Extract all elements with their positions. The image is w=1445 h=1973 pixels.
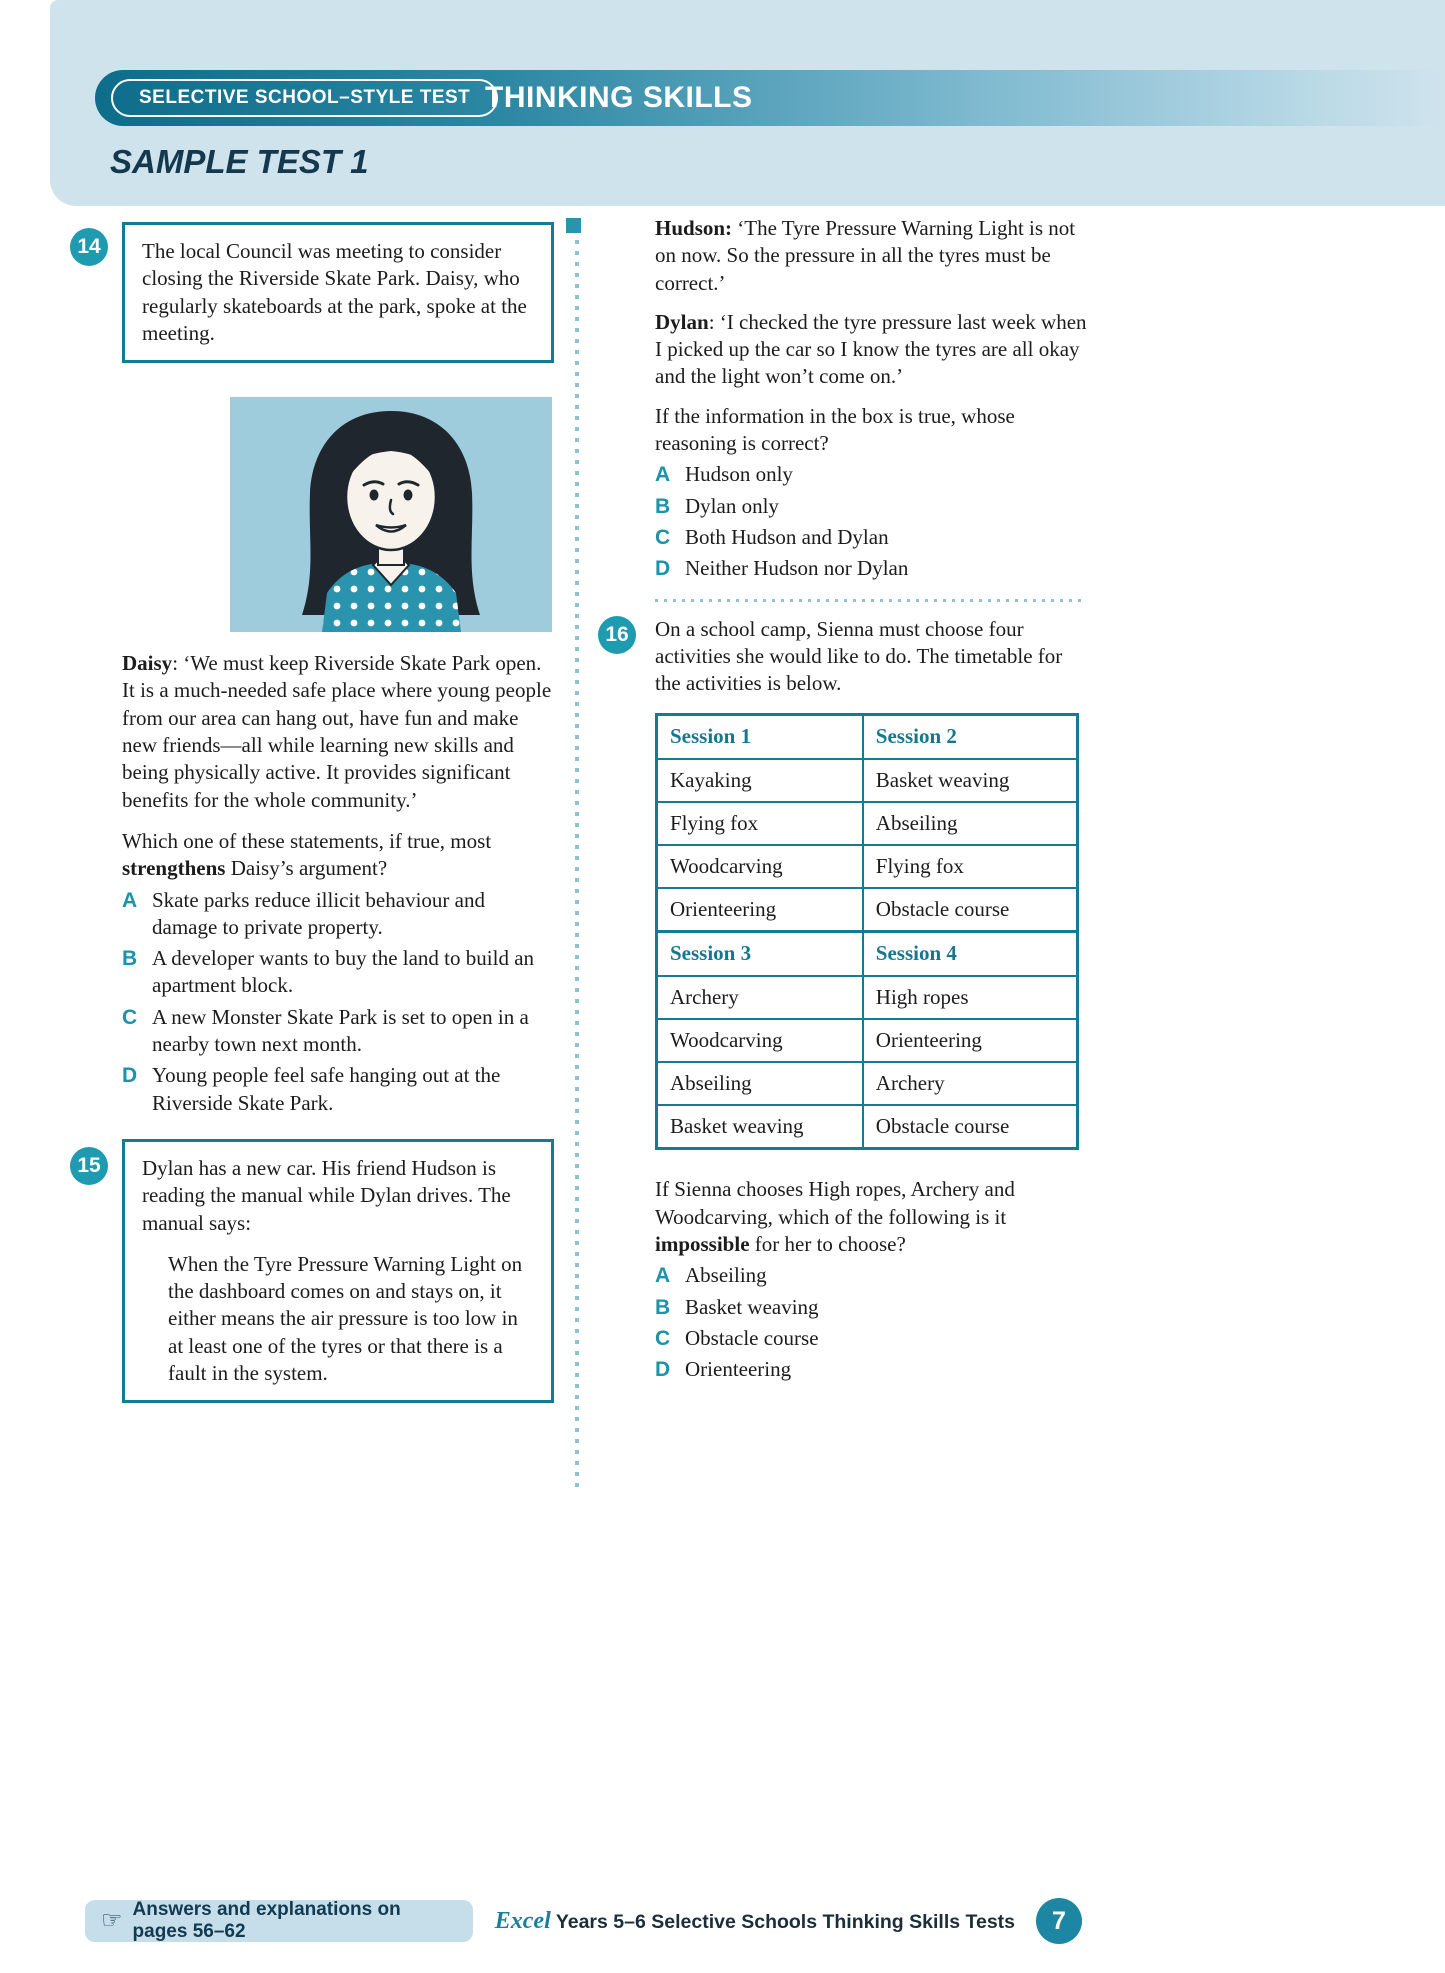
option-text: Dylan only: [685, 493, 779, 518]
question-15-options: [655, 461, 1087, 582]
table-cell: Woodcarving: [657, 1019, 863, 1062]
option-16-c: [655, 1325, 1087, 1352]
question-14-box-text: The local Council was meeting to consider closing the Riverside Skate Park. Daisy, who regularly skateboards at the park, spoke at the meeting.: [142, 239, 527, 345]
dylan-quote: : ‘I checked the tyre pressure last week when I picked up the car so I know the tyres are all okay and the light won’t come on.’: [655, 309, 1087, 389]
sample-test-title: SAMPLE TEST 1: [110, 143, 369, 180]
option-letter: C: [122, 1005, 138, 1029]
table-cell: Orienteering: [863, 1019, 1078, 1062]
option-letter: D: [655, 557, 671, 581]
top-banner: [50, 0, 1445, 206]
question-15-badge: 15: [70, 1147, 108, 1185]
option-letter: D: [122, 1064, 138, 1088]
question-15-box-quote: When the Tyre Pressure Warning Light on the dashboard comes on and stays on, it either means the air pressure is too low in at least one of the tyres or that there is a fault in the system.: [168, 1251, 523, 1386]
question-16-pre: If Sienna chooses High ropes, Archery and Woodcarving, which of the following is it: [655, 1177, 1015, 1229]
answers-bar: [85, 1900, 473, 1942]
table-cell: Obstacle course: [863, 888, 1078, 932]
option-letter: B: [122, 947, 138, 971]
option-text: Skate parks reduce illicit behaviour and damage to private property.: [152, 887, 485, 939]
daisy-quote: : ‘We must keep Riverside Skate Park open. It is a much-needed safe place where young people from our area can hang out, have fun and make new friends—all while learning new skills and being physically active. It provides significant benefits for the whole community.’: [122, 651, 552, 812]
subject-title: THINKING SKILLS: [485, 81, 753, 114]
option-letter: C: [655, 1326, 671, 1350]
option-text: Hudson only: [685, 462, 793, 487]
option-15-c: [655, 524, 1087, 551]
question-14-post: Daisy’s argument?: [225, 856, 388, 881]
hudson-statement: [655, 215, 1087, 297]
question-16-text: [655, 1176, 1087, 1258]
table-row: [657, 888, 1078, 932]
option-text: A developer wants to buy the land to build an apartment block.: [152, 946, 535, 998]
hudson-name: Hudson:: [655, 216, 733, 240]
footer-series: [495, 1908, 1015, 1935]
page-number-badge: 7: [1036, 1898, 1082, 1944]
daisy-name: Daisy: [122, 651, 173, 676]
dylan-name: Dylan: [655, 309, 709, 334]
option-14-a: [122, 887, 554, 942]
table-row: [657, 759, 1078, 802]
option-letter: A: [122, 888, 138, 912]
table-row: [657, 715, 1078, 759]
question-15-box-intro: Dylan has a new car. His friend Hudson is reading the manual while Dylan drives. The manual says:: [142, 1155, 511, 1235]
table-row: [657, 1105, 1078, 1149]
table-cell: Woodcarving: [657, 845, 863, 888]
question-14: [77, 222, 554, 363]
option-letter: D: [655, 1358, 671, 1382]
question-16-intro: On a school camp, Sienna must choose four activities she would like to do. The timetable for the activities is below.: [655, 616, 1063, 696]
question-15-text: If the information in the box is true, whose reasoning is correct?: [655, 403, 1015, 456]
question-14-text: [122, 828, 554, 883]
activity-table-bottom: [655, 930, 1079, 1150]
table-cell: Abseiling: [863, 802, 1078, 845]
daisy-illustration: [230, 397, 552, 632]
table-row: [657, 932, 1078, 976]
session-2-header: Session 2: [863, 715, 1078, 759]
hudson-quote: ‘The Tyre Pressure Warning Light is not on now. So the pressure in all the tyres must be correct.’: [655, 216, 1076, 295]
table-cell: Archery: [863, 1062, 1078, 1105]
table-cell: Kayaking: [657, 759, 863, 802]
table-row: [657, 1062, 1078, 1105]
option-16-d: [655, 1356, 1087, 1383]
header-bar: [95, 70, 1445, 126]
column-divider: [575, 240, 579, 1492]
session-4-header: Session 4: [863, 932, 1078, 976]
option-letter: B: [655, 1295, 671, 1319]
table-row: [657, 802, 1078, 845]
option-15-d: [655, 555, 1087, 582]
test-type-pill: [111, 79, 498, 117]
series-title: Years 5–6 Selective Schools Thinking Skills Tests: [550, 1911, 1015, 1933]
option-text: Orienteering: [685, 1357, 792, 1382]
question-14-box: [122, 222, 554, 363]
excel-brand: Excel: [494, 1908, 551, 1934]
option-letter: B: [655, 494, 671, 518]
option-letter: A: [655, 463, 671, 487]
option-14-d: [122, 1062, 554, 1117]
question-16-post: for her to choose?: [749, 1231, 906, 1256]
option-16-a: [655, 1262, 1087, 1289]
question-14-badge: 14: [70, 228, 108, 266]
dylan-statement: [655, 309, 1087, 391]
table-cell: Orienteering: [657, 888, 863, 932]
question-16: [605, 616, 1087, 1384]
answers-note: Answers and explanations on pages 56–62: [132, 1899, 401, 1942]
table-row: [657, 1019, 1078, 1062]
option-text: Neither Hudson nor Dylan: [685, 556, 909, 581]
table-cell: Flying fox: [657, 802, 863, 845]
session-1-header: Session 1: [657, 715, 863, 759]
table-cell: Basket weaving: [863, 759, 1078, 802]
option-letter: C: [655, 525, 671, 549]
option-letter: A: [655, 1264, 671, 1288]
test-type-label: SELECTIVE SCHOOL–STYLE TEST: [139, 87, 471, 108]
question-16-options: [655, 1262, 1087, 1383]
table-cell: Archery: [657, 976, 863, 1019]
question-15-box: [122, 1139, 554, 1403]
table-cell: Basket weaving: [657, 1105, 863, 1149]
session-3-header: Session 3: [657, 932, 863, 976]
option-text: Basket weaving: [685, 1294, 819, 1319]
option-14-c: [122, 1004, 554, 1059]
option-15-b: [655, 493, 1087, 520]
table-row: [657, 845, 1078, 888]
option-text: Young people feel safe hanging out at the Riverside Skate Park.: [152, 1063, 501, 1115]
option-14-b: [122, 945, 554, 1000]
option-text: Obstacle course: [685, 1325, 819, 1350]
question-15: [77, 1139, 554, 1403]
table-row: [657, 976, 1078, 1019]
table-cell: Obstacle course: [863, 1105, 1078, 1149]
question-14-keyword: strengthens: [122, 856, 226, 881]
question-16-keyword: impossible: [655, 1231, 750, 1256]
activity-table-top: [655, 713, 1079, 933]
table-cell: Abseiling: [657, 1062, 863, 1105]
option-16-b: [655, 1294, 1087, 1321]
question-divider: [655, 599, 1087, 602]
question-14-pre: Which one of these statements, if true, most: [122, 828, 492, 853]
daisy-statement: [122, 650, 554, 814]
left-column: [77, 222, 554, 1403]
right-column: [605, 215, 1087, 1383]
option-text: A new Monster Skate Park is set to open in a nearby town next month.: [152, 1004, 529, 1057]
table-cell: High ropes: [863, 976, 1078, 1019]
divider-top-square: [566, 218, 581, 233]
option-text: Both Hudson and Dylan: [685, 524, 889, 549]
option-15-a: [655, 461, 1087, 488]
option-text: Abseiling: [685, 1263, 767, 1288]
pointing-hand-icon: ☞: [101, 1908, 123, 1934]
table-cell: Flying fox: [863, 845, 1078, 888]
question-14-options: [122, 887, 554, 1117]
question-16-badge: 16: [598, 616, 636, 654]
